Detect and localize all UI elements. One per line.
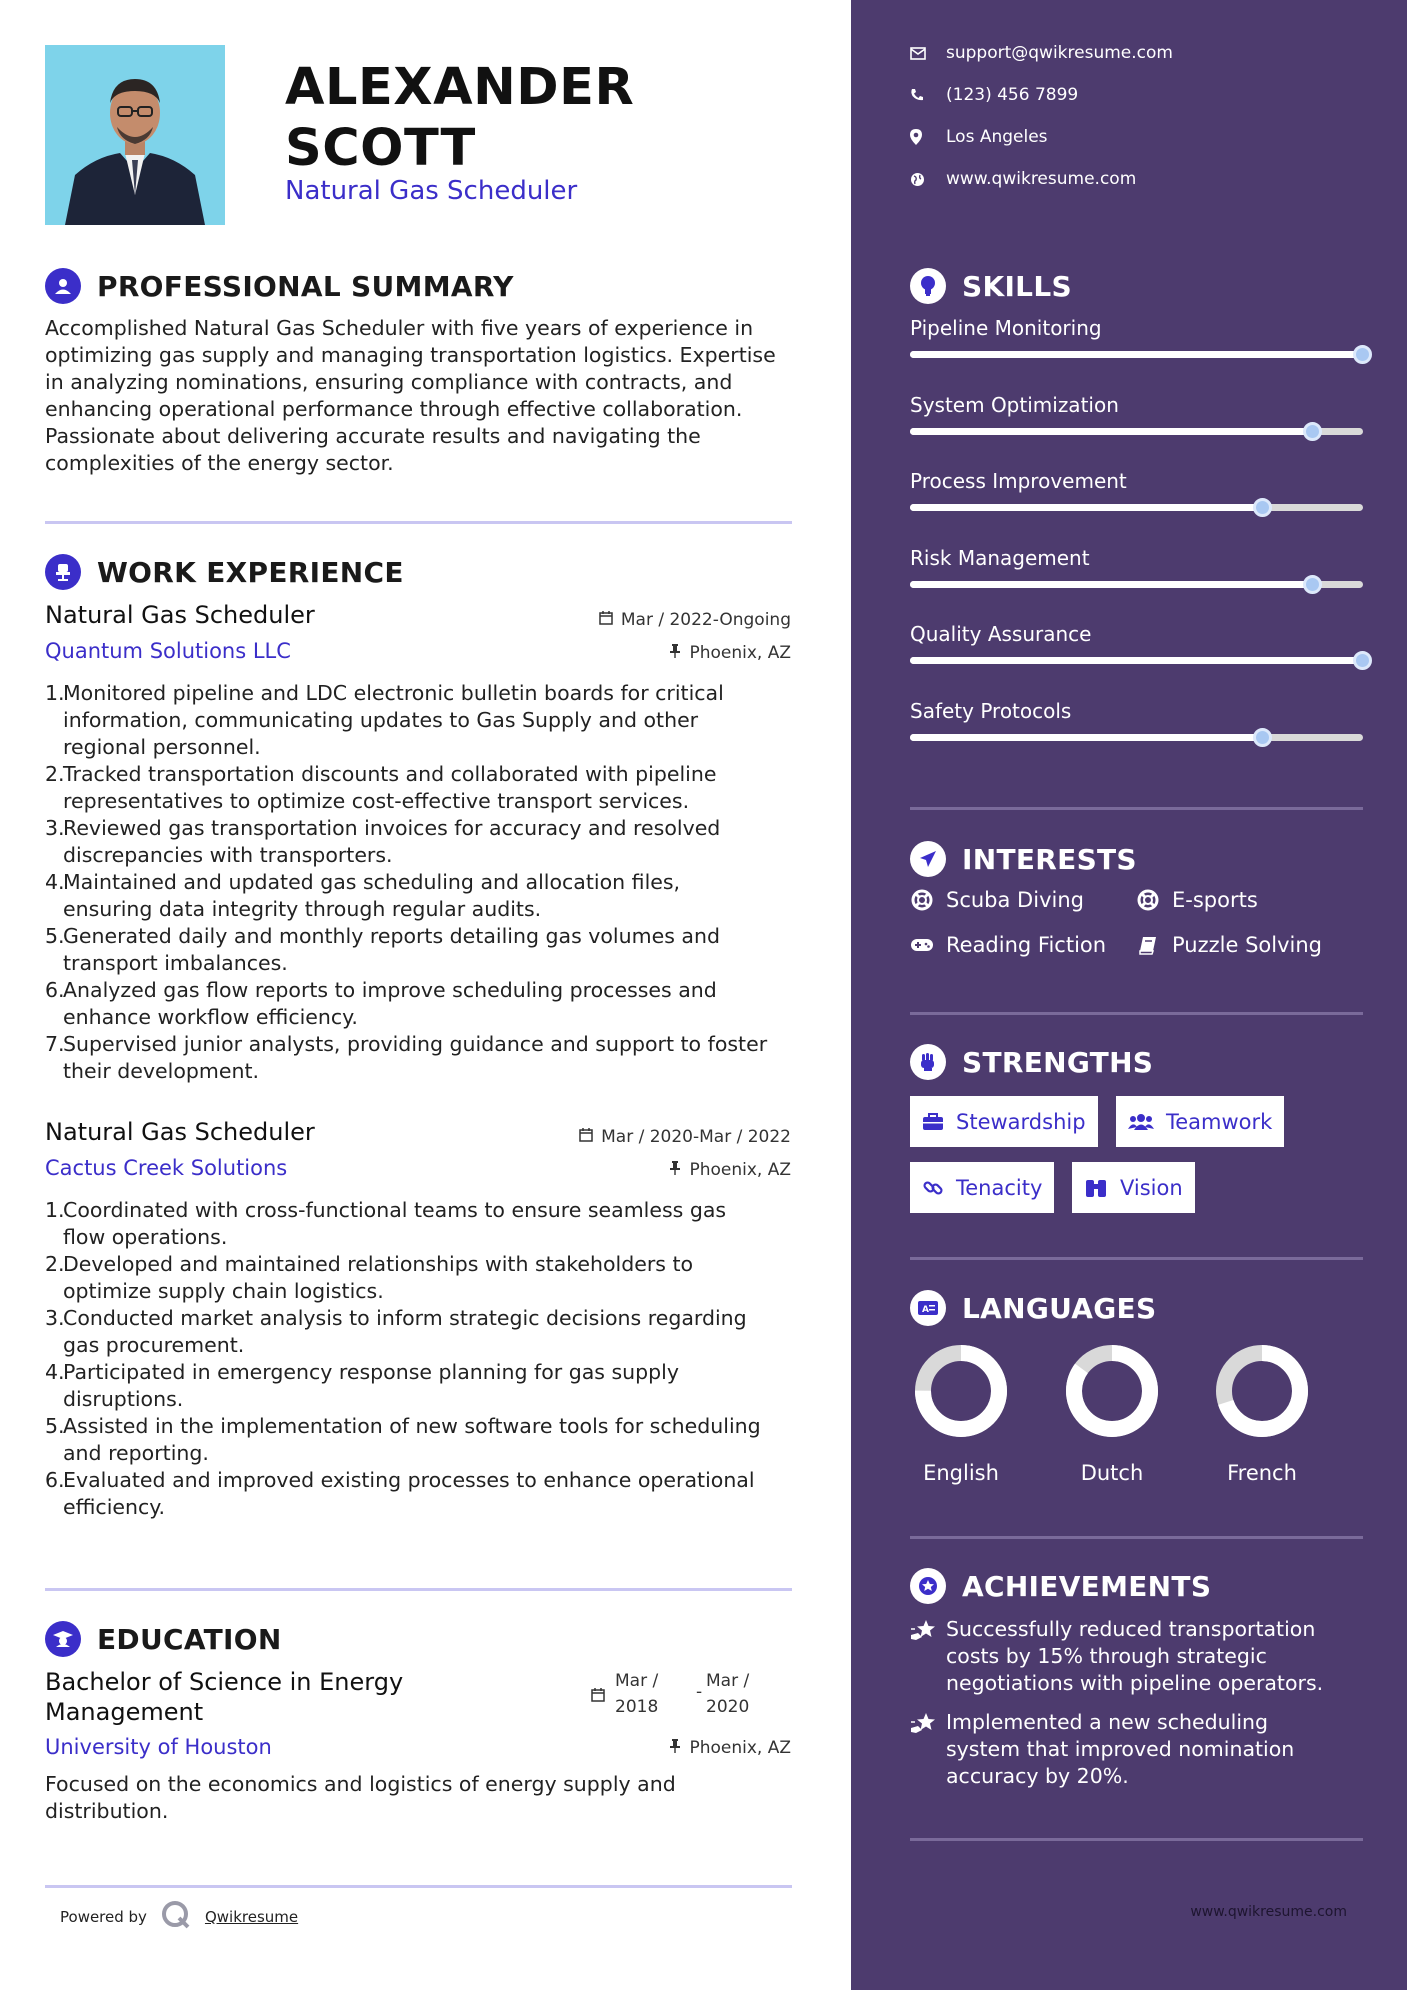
bullet-text — [63, 1031, 767, 1085]
list-item — [45, 1031, 805, 1085]
summary-line: Passionate about delivering accurate results and navigating the — [45, 424, 701, 448]
bullet-line: gas procurement. — [63, 1333, 245, 1357]
bullet-line: their development. — [63, 1059, 260, 1083]
job-1-bullets — [45, 680, 805, 1085]
name-line-1: ALEXANDER — [285, 58, 635, 117]
summary-line: optimizing gas supply and managing transportation logistics. Expertise — [45, 343, 776, 367]
edu-location — [669, 1738, 791, 1758]
interest-item — [1136, 933, 1322, 957]
svg-text:A: A — [922, 1305, 929, 1315]
job-1-company: Quantum Solutions LLC — [45, 639, 291, 663]
bullet-text — [63, 680, 724, 761]
bullet-line: representatives to optimize cost-effective transport services. — [63, 789, 690, 813]
bullet-number: 2. — [45, 762, 65, 786]
users-icon — [1128, 1113, 1154, 1131]
email-text: support@qwikresume.com — [946, 43, 1173, 63]
degree-line: Management — [45, 1698, 204, 1726]
job-2-date — [579, 1127, 791, 1147]
phone-text: (123) 456 7899 — [946, 85, 1079, 105]
skill-item — [910, 699, 1363, 723]
edu-desc-line: Focused on the economics and logistics of energy supply and — [45, 1772, 676, 1796]
bullet-line: Coordinated with cross-functional teams to ensure seamless gas — [63, 1198, 727, 1222]
contact-location — [910, 127, 1048, 147]
bullet-number: 7. — [45, 1032, 65, 1056]
bullet-line: information, communicating updates to Gas Supply and other — [63, 708, 699, 732]
divider — [910, 1536, 1363, 1539]
bullet-text — [63, 1467, 755, 1521]
skill-item — [910, 469, 1363, 493]
divider — [910, 807, 1363, 810]
contact-email[interactable] — [910, 43, 1173, 63]
list-item — [45, 815, 805, 869]
contact-phone[interactable] — [910, 85, 1078, 105]
experience-heading — [45, 554, 404, 590]
list-item — [45, 1197, 805, 1251]
divider — [910, 1012, 1363, 1015]
candidate-name — [285, 57, 634, 179]
skill-track — [910, 734, 1363, 741]
edu-date-separator: - — [696, 1682, 703, 1702]
skill-item — [910, 316, 1363, 340]
edu-end-date — [706, 1668, 749, 1720]
languages-heading — [910, 1290, 1156, 1326]
bullet-text — [63, 761, 716, 815]
skill-fill — [910, 504, 1263, 511]
bullet-line: discrepancies with transporters. — [63, 843, 393, 867]
bullet-line: and reporting. — [63, 1441, 209, 1465]
achievement-item — [910, 1616, 1350, 1697]
achievement-line: Implemented a new scheduling — [946, 1710, 1269, 1734]
bullet-line: Monitored pipeline and LDC electronic bulletin boards for critical — [63, 681, 724, 705]
skill-slider-knob — [1303, 422, 1322, 441]
bullet-line: Developed and maintained relationships with stakeholders to — [63, 1252, 694, 1276]
strength-badge — [910, 1096, 1098, 1147]
bullet-text — [63, 977, 717, 1031]
skill-item — [910, 546, 1363, 570]
calendar-icon — [591, 1687, 605, 1706]
list-item — [45, 1467, 805, 1521]
strength-badge — [910, 1162, 1054, 1213]
skill-item — [910, 622, 1363, 646]
contact-website[interactable] — [910, 169, 1136, 189]
achievements-title: ACHIEVEMENTS — [962, 1569, 1212, 1603]
summary-line: complexities of the energy sector. — [45, 451, 394, 475]
languages-title: LANGUAGES — [962, 1291, 1157, 1325]
summary-line: in analyzing nominations, ensuring compliance with contracts, and — [45, 370, 733, 394]
job-2-location — [669, 1160, 791, 1180]
qwikresume-link[interactable]: Qwikresume — [204, 1908, 299, 1926]
bullet-line: regional personnel. — [63, 735, 261, 759]
education-title: EDUCATION — [97, 1622, 282, 1656]
skill-label: Quality Assurance — [910, 622, 1092, 646]
skill-label: Process Improvement — [910, 469, 1127, 493]
lightbulb-icon — [910, 268, 946, 304]
link-icon — [922, 1177, 944, 1199]
lifebuoy-icon — [1136, 888, 1160, 912]
location-text: Los Angeles — [946, 127, 1048, 147]
edu-end-month: Mar / — [706, 1671, 750, 1691]
skill-track — [910, 581, 1363, 588]
star-hand-icon — [910, 1709, 946, 1790]
bullet-line: ensuring data integrity through regular audits. — [63, 897, 542, 921]
website-text: www.qwikresume.com — [946, 169, 1137, 189]
name-line-2: SCOTT — [285, 119, 476, 178]
interest-item — [910, 888, 1084, 912]
bullet-line: Analyzed gas flow reports to improve scheduling processes and — [63, 978, 717, 1002]
interest-label: E-sports — [1172, 888, 1258, 912]
bullet-line: transport imbalances. — [63, 951, 288, 975]
bullet-line: Tracked transportation discounts and collaborated with pipeline — [63, 762, 717, 786]
skills-title: SKILLS — [962, 269, 1072, 303]
bullet-line: flow operations. — [63, 1225, 228, 1249]
list-item — [45, 869, 805, 923]
strengths-heading — [910, 1044, 1153, 1080]
divider — [45, 1588, 792, 1591]
fist-icon — [910, 1044, 946, 1080]
language-label: English — [923, 1461, 999, 1485]
graduation-cap-icon — [45, 1621, 81, 1657]
envelope-icon — [910, 47, 938, 60]
skill-slider-knob — [1353, 345, 1372, 364]
book-icon — [1136, 933, 1160, 957]
experience-title: WORK EXPERIENCE — [97, 555, 404, 589]
language-item — [1062, 1343, 1162, 1485]
star-hand-icon — [910, 1616, 946, 1697]
edu-start-month: Mar / — [615, 1671, 659, 1691]
strength-label: Stewardship — [956, 1109, 1086, 1134]
bullet-number: 4. — [45, 1360, 65, 1384]
user-icon — [45, 268, 81, 304]
degree-title — [45, 1667, 403, 1727]
bullet-line: Supervised junior analysts, providing guidance and support to foster — [63, 1032, 768, 1056]
skill-slider-knob — [1353, 651, 1372, 670]
footer-website[interactable]: www.qwikresume.com — [1190, 1904, 1347, 1920]
job-2-bullets — [45, 1197, 805, 1521]
achievement-line: accuracy by 20%. — [946, 1764, 1129, 1788]
language-item — [911, 1343, 1011, 1485]
education-heading — [45, 1621, 282, 1657]
bullet-line: Generated daily and monthly reports detailing gas volumes and — [63, 924, 720, 948]
interest-label: Reading Fiction — [946, 933, 1107, 957]
job-1-location-text: Phoenix, AZ — [689, 643, 791, 663]
bullet-number: 5. — [45, 924, 65, 948]
strength-label: Tenacity — [956, 1175, 1043, 1200]
achievement-line: Successfully reduced transportation — [946, 1617, 1316, 1641]
language-item — [1212, 1343, 1312, 1485]
job-1-date-text: Mar / 2022-Ongoing — [620, 610, 791, 630]
summary-heading — [45, 268, 514, 304]
bullet-number: 4. — [45, 870, 65, 894]
bullet-line: Reviewed gas transportation invoices for accuracy and resolved — [63, 816, 721, 840]
achievement-line: costs by 15% through strategic — [946, 1644, 1267, 1668]
skill-item — [910, 393, 1363, 417]
bullet-text — [63, 923, 720, 977]
binoculars-icon — [1084, 1178, 1108, 1198]
skill-track — [910, 351, 1363, 358]
bullet-number: 1. — [45, 681, 65, 705]
briefcase-icon — [922, 1113, 944, 1131]
edu-desc-line: distribution. — [45, 1799, 169, 1823]
summary-line: enhancing operational performance through effective collaboration. — [45, 397, 743, 421]
divider — [45, 1885, 792, 1888]
achievement-text — [946, 1709, 1294, 1790]
list-item — [45, 1305, 805, 1359]
interests-title: INTERESTS — [962, 842, 1137, 876]
bullet-line: Evaluated and improved existing processes to enhance operational — [63, 1468, 755, 1492]
interest-label: Scuba Diving — [946, 888, 1084, 912]
skill-slider-knob — [1253, 728, 1272, 747]
profile-photo — [45, 45, 225, 225]
strengths-title: STRENGTHS — [962, 1045, 1154, 1079]
skill-track — [910, 657, 1363, 664]
job-2-location-text: Phoenix, AZ — [689, 1160, 791, 1180]
divider — [910, 1257, 1363, 1260]
skill-label: System Optimization — [910, 392, 1119, 417]
edu-start-date — [615, 1668, 658, 1720]
powered-by — [60, 1900, 298, 1934]
paper-plane-icon — [910, 841, 946, 877]
skill-fill — [910, 657, 1363, 664]
bullet-line: Maintained and updated gas scheduling and allocation files, — [63, 870, 681, 894]
bullet-line: Assisted in the implementation of new software tools for scheduling — [63, 1414, 761, 1438]
summary-text — [45, 315, 795, 477]
bullet-text — [63, 1305, 747, 1359]
job-1-title: Natural Gas Scheduler — [45, 601, 315, 629]
strength-label: Teamwork — [1166, 1109, 1273, 1134]
language-donut — [1064, 1343, 1160, 1439]
bullet-line: Participated in emergency response planning for gas supply — [63, 1360, 679, 1384]
job-2-title: Natural Gas Scheduler — [45, 1118, 315, 1146]
summary-title: PROFESSIONAL SUMMARY — [97, 269, 514, 303]
bullet-text — [63, 1197, 726, 1251]
skill-fill — [910, 351, 1363, 358]
bullet-number: 3. — [45, 816, 65, 840]
job-2-date-text: Mar / 2020-Mar / 2022 — [601, 1127, 791, 1147]
job-title: Natural Gas Scheduler — [285, 176, 578, 206]
bullet-line: enhance workflow efficiency. — [63, 1005, 358, 1029]
achievement-line: negotiations with pipeline operators. — [946, 1671, 1324, 1695]
summary-line: Accomplished Natural Gas Scheduler with five years of experience in — [45, 316, 754, 340]
language-label: Dutch — [1080, 1461, 1144, 1485]
phone-icon — [910, 88, 938, 102]
star-badge-icon — [910, 1568, 946, 1604]
skill-track — [910, 428, 1363, 435]
edu-location-text: Phoenix, AZ — [689, 1738, 791, 1758]
qwikresume-logo-icon — [161, 1900, 191, 1934]
language-card-icon — [910, 1290, 946, 1326]
achievement-text — [946, 1616, 1323, 1697]
list-item — [45, 680, 805, 761]
list-item — [45, 761, 805, 815]
edu-end-year: 2020 — [706, 1697, 750, 1717]
sidebar — [851, 0, 1407, 1990]
gamepad-icon — [910, 933, 934, 957]
skill-slider-knob — [1253, 498, 1272, 517]
bullet-number: 3. — [45, 1306, 65, 1330]
calendar-icon — [599, 610, 613, 630]
pin-icon — [669, 1160, 681, 1180]
list-item — [45, 977, 805, 1031]
interests-heading — [910, 841, 1137, 877]
list-item — [45, 1251, 805, 1305]
bullet-number: 2. — [45, 1252, 65, 1276]
pin-icon — [669, 643, 681, 663]
language-donut — [913, 1343, 1009, 1439]
skill-label: Pipeline Monitoring — [910, 316, 1102, 340]
bullet-line: Conducted market analysis to inform strategic decisions regarding — [63, 1306, 747, 1330]
list-item — [45, 1413, 805, 1467]
map-pin-icon — [910, 129, 938, 145]
skills-heading — [910, 268, 1072, 304]
bullet-number: 1. — [45, 1198, 65, 1222]
skill-fill — [910, 428, 1313, 435]
calendar-icon — [579, 1127, 593, 1147]
edu-start-year: 2018 — [615, 1697, 659, 1717]
skill-fill — [910, 581, 1313, 588]
strength-badge — [1072, 1162, 1195, 1213]
achievement-line: system that improved nomination — [946, 1737, 1295, 1761]
skill-label: Safety Protocols — [910, 698, 1072, 723]
bullet-text — [63, 815, 720, 869]
bullet-number: 6. — [45, 1468, 65, 1492]
globe-icon — [910, 172, 938, 187]
school-name: University of Houston — [45, 1735, 272, 1759]
skill-track — [910, 504, 1363, 511]
interest-label: Puzzle Solving — [1172, 933, 1322, 957]
list-item — [45, 1359, 805, 1413]
bullet-text — [63, 1251, 693, 1305]
bullet-line: efficiency. — [63, 1495, 165, 1519]
job-2-company: Cactus Creek Solutions — [45, 1156, 288, 1180]
bullet-text — [63, 1359, 679, 1413]
divider — [910, 1838, 1363, 1841]
strength-badge — [1116, 1096, 1284, 1147]
chair-icon — [45, 554, 81, 590]
interest-item — [1136, 888, 1258, 912]
divider — [45, 521, 792, 524]
pin-icon — [669, 1738, 681, 1758]
skill-fill — [910, 734, 1263, 741]
achievements-heading — [910, 1568, 1211, 1604]
education-desc — [45, 1771, 795, 1825]
bullet-text — [63, 1413, 761, 1467]
language-donut — [1214, 1343, 1310, 1439]
interest-item — [910, 933, 1106, 957]
achievement-item — [910, 1709, 1350, 1790]
bullet-number: 6. — [45, 978, 65, 1002]
bullet-line: disruptions. — [63, 1387, 184, 1411]
bullet-line: optimize supply chain logistics. — [63, 1279, 384, 1303]
strength-label: Vision — [1120, 1175, 1183, 1200]
bullet-number: 5. — [45, 1414, 65, 1438]
powered-by-label: Powered by — [60, 1908, 147, 1926]
job-1-date — [599, 610, 791, 630]
degree-line: Bachelor of Science in Energy — [45, 1668, 404, 1696]
lifebuoy-icon — [910, 888, 934, 912]
language-label: French — [1227, 1461, 1297, 1485]
list-item — [45, 923, 805, 977]
skill-label: Risk Management — [910, 545, 1090, 570]
job-1-location — [669, 643, 791, 663]
skill-slider-knob — [1303, 575, 1322, 594]
bullet-text — [63, 869, 680, 923]
